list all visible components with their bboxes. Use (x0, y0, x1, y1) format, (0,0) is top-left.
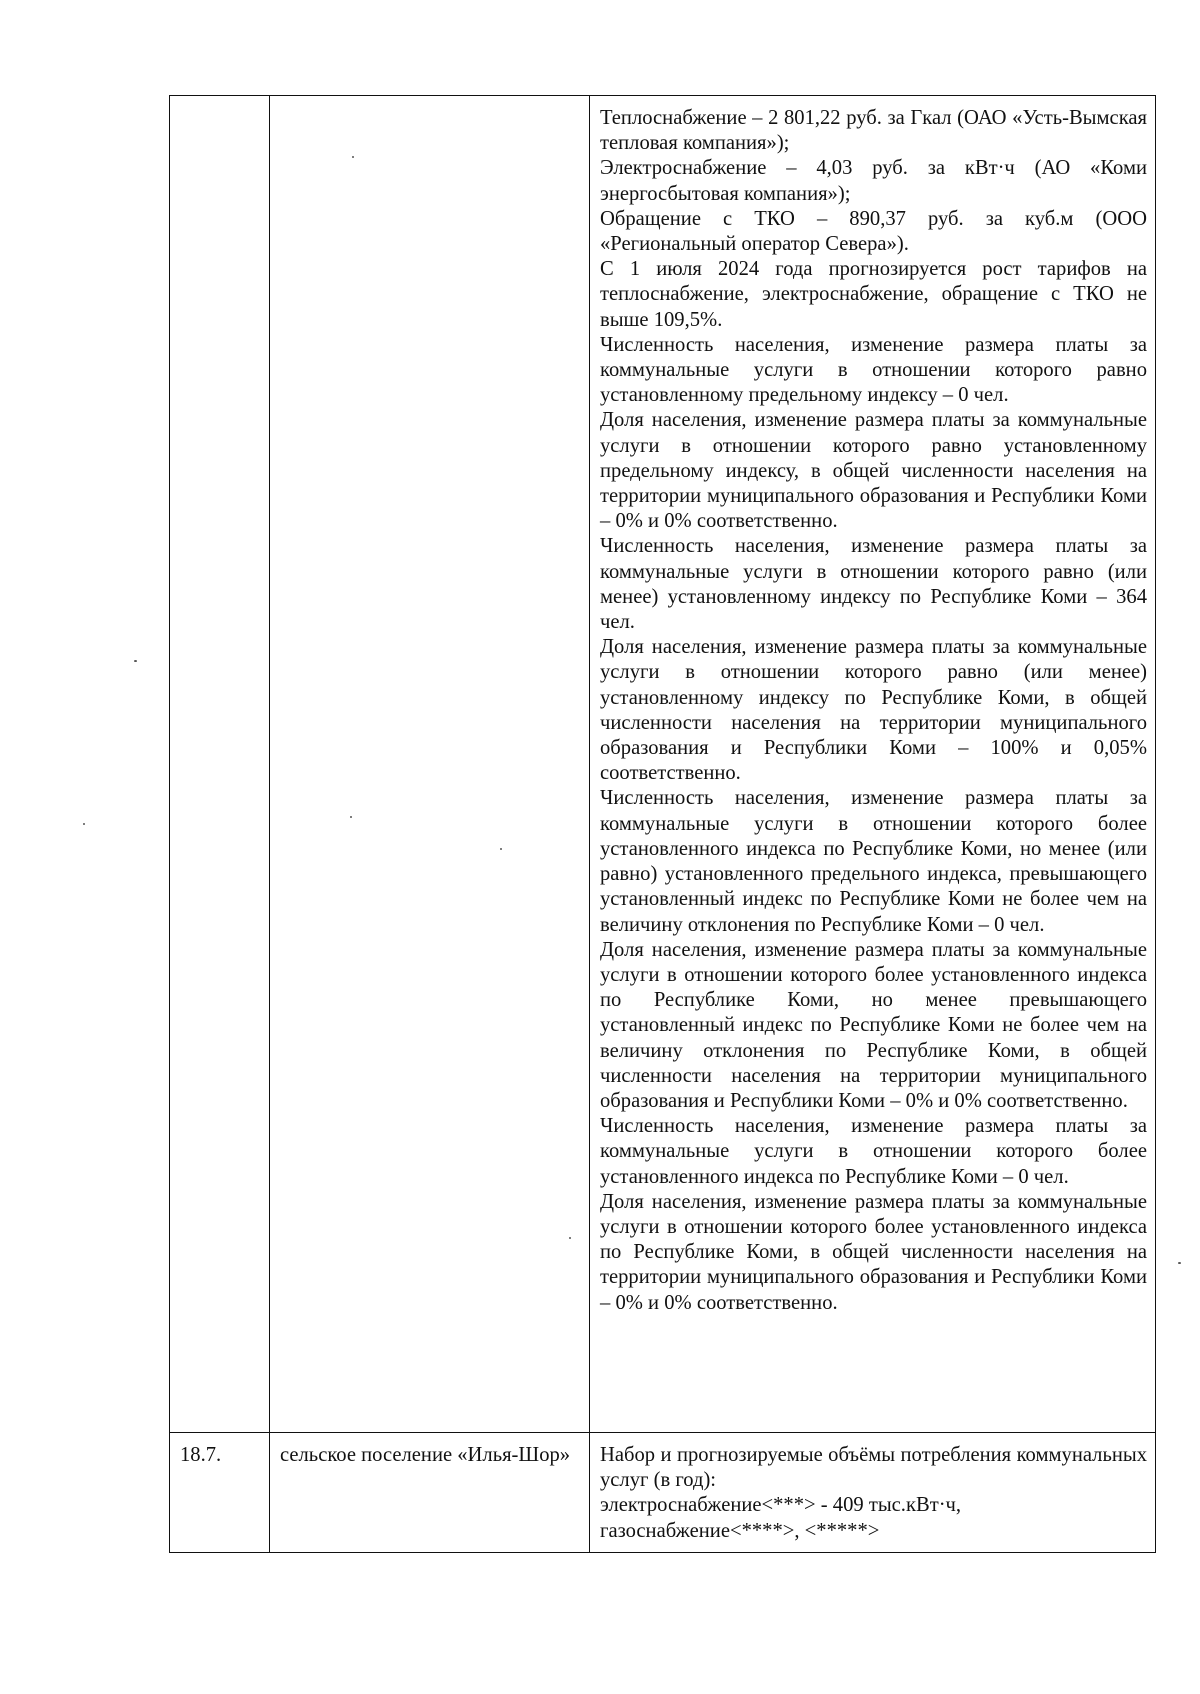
paragraph-waste-tariff: Обращение с ТКО – 890,37 руб. за куб.м (ООО «Региональный оператор Севера»). (600, 207, 1147, 256)
table-row (170, 96, 1156, 1433)
tariff-table (169, 95, 1156, 1553)
paragraph-share-above-index: Доля населения, изменение размера платы за коммунальные услуги в отношении которого более установленного индекса по Республике Коми, в общей численности населения на территории муниципального образования и Республики Коми – 0% и 0% соответственно. (600, 1190, 1147, 1314)
scan-speck (1178, 1262, 1181, 1264)
settlement-name-cell (270, 96, 590, 1433)
scan-speck (350, 816, 352, 818)
paragraph-heat-supply-tariff: Теплоснабжение – 2 801,22 руб. за Гкал (ОАО «Усть-Вымская тепловая компания»); (600, 107, 1147, 155)
paragraph-population-within-deviation: Численность населения, изменение размера платы за коммунальные услуги в отношении которого более установленного индекса по Республике Коми, но менее (или равно) установленного предельного индекса, превышающего установленный индекс по Республике Коми не более чем на величину отклонения по Республике Коми – 0 чел. (600, 787, 1147, 936)
tariff-info-cell (590, 96, 1156, 1433)
scan-speck (352, 156, 354, 158)
paragraph-population-limit-index: Численность населения, изменение размера платы за коммунальные услуги в отношении которого равно установленному предельному индексу – 0 чел. (600, 333, 1147, 407)
paragraph-electricity-tariff: Электроснабжение – 4,03 руб. за кВт·ч (АО «Коми энергосбытовая компания»); (600, 157, 1147, 205)
paragraph-gas-supply: газоснабжение<****>, <*****> (600, 1519, 880, 1542)
paragraph-share-below-index: Доля населения, изменение размера платы за коммунальные услуги в отношении которого равно (или менее) установленному индексу по Республике Коми, в общей численности населения на территории муниципального образования и Республики Коми – 100% и 0,05% соответственно. (600, 636, 1147, 785)
paragraph-share-within-deviation: Доля населения, изменение размера платы за коммунальные услуги в отношении которого более установленного индекса по Республике Коми, но менее превышающего установленный индекс по Республике Коми не более чем на величину отклонения по Республике Коми, в общей численности населения на территории муниципального образования и Республики Коми – 0% и 0% соответственно. (600, 938, 1147, 1112)
paragraph-population-below-index: Численность населения, изменение размера платы за коммунальные услуги в отношении которого равно (или менее) установленному индексу по Республике Коми – 364 чел. (600, 535, 1147, 634)
scan-speck (83, 823, 85, 825)
tariff-info-cell (590, 1433, 1156, 1553)
paragraph-share-limit-index: Доля населения, изменение размера платы за коммунальные услуги в отношении которого равно установленному предельному индексу, в общей численности населения на территории муниципального образования и Республики Коми – 0% и 0% соответственно. (600, 409, 1147, 533)
paragraph-tariff-growth: С 1 июля 2024 года прогнозируется рост тарифов на теплоснабжение, электроснабжение, обращение с ТКО не выше 109,5%. (600, 258, 1147, 331)
scan-speck (500, 848, 502, 850)
paragraph-electricity-volume: электроснабжение<***> - 409 тыс.кВт·ч, (600, 1494, 962, 1517)
paragraph-population-above-index: Численность населения, изменение размера платы за коммунальные услуги в отношении которого более установленного индекса по Республике Коми – 0 чел. (600, 1115, 1147, 1188)
row-number-cell (170, 96, 270, 1433)
paragraph-utility-set: Набор и прогнозируемые объёмы потребления коммунальных услуг (в год): (600, 1444, 1147, 1492)
scan-speck (134, 660, 137, 662)
row-number-cell: 18.7. (170, 1433, 270, 1553)
table-row (170, 1433, 1156, 1553)
scan-speck (569, 1237, 571, 1239)
settlement-name-cell: сельское поселение «Илья-Шор» (270, 1433, 590, 1553)
